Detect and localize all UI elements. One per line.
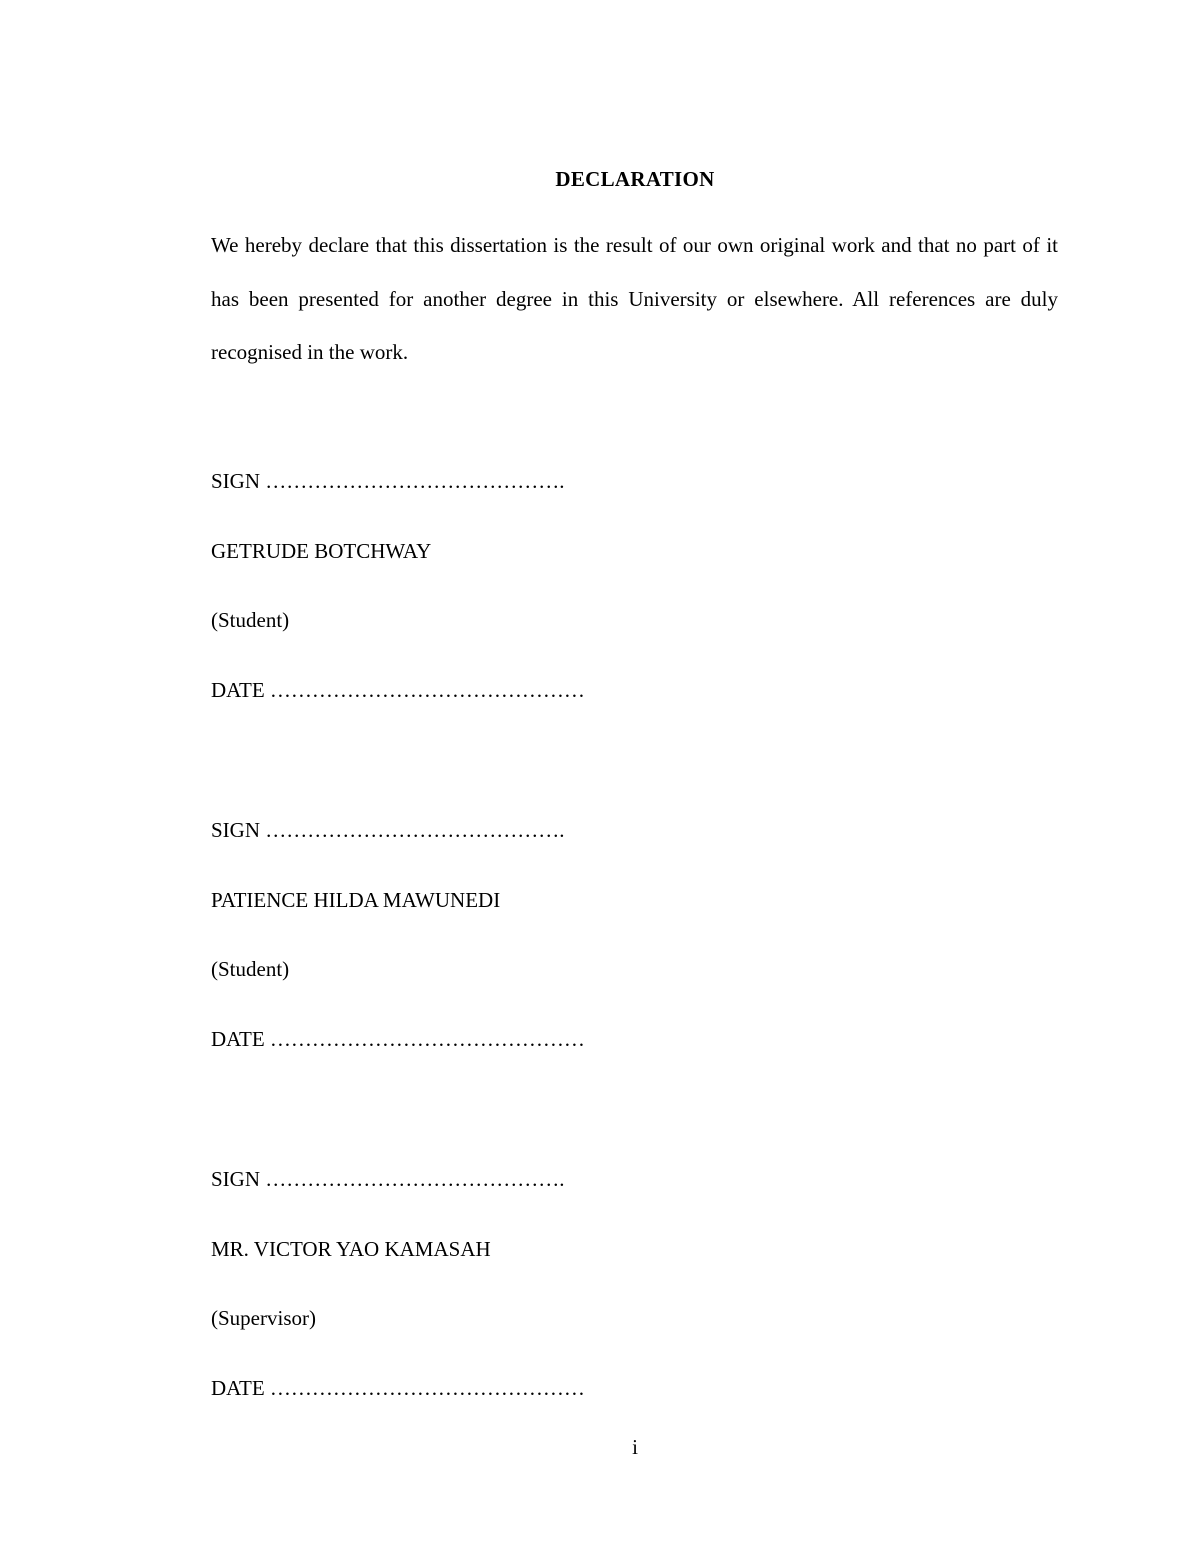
signature-line-1: SIGN …………………………………….	[211, 469, 565, 493]
page-number: i	[632, 1435, 638, 1459]
signatory-name-1: GETRUDE BOTCHWAY	[211, 539, 432, 563]
date-line-1: DATE ………………………………………	[211, 678, 585, 702]
signature-line-2: SIGN …………………………………….	[211, 818, 565, 842]
date-line-3: DATE ………………………………………	[211, 1376, 585, 1400]
signatory-role-2: (Student)	[211, 957, 290, 981]
signature-line-3: SIGN …………………………………….	[211, 1167, 565, 1191]
signatory-role-1: (Student)	[211, 608, 290, 632]
signatory-name-2: PATIENCE HILDA MAWUNEDI	[211, 888, 501, 912]
declaration-statement: We hereby declare that this dissertation is the result of our own original work and that no part of it has been presented for another degree in this University or elsewhere. All references are duly recognised in the work.	[211, 233, 1058, 364]
signatory-role-3: (Supervisor)	[211, 1306, 316, 1330]
page-title: DECLARATION	[555, 167, 715, 191]
date-line-2: DATE ………………………………………	[211, 1027, 585, 1051]
signatory-name-3: MR. VICTOR YAO KAMASAH	[211, 1237, 491, 1261]
